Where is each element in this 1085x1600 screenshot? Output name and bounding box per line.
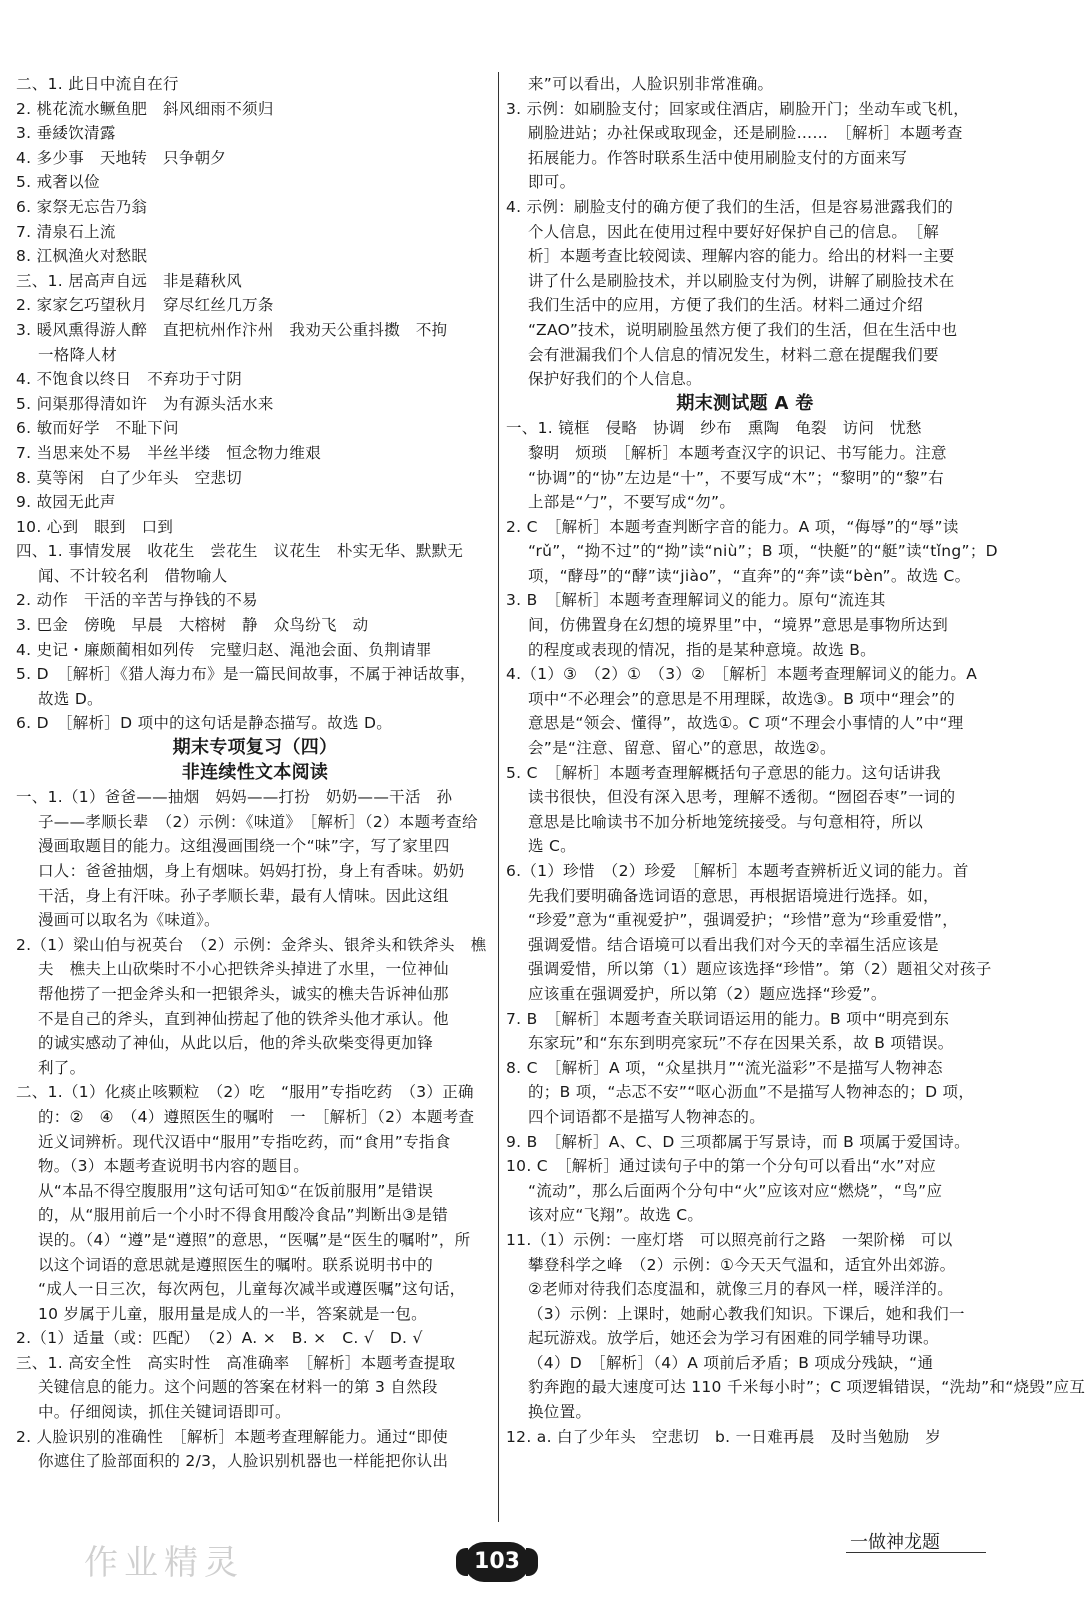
answer-line: 拓展能力。作答时联系生活中使用刷脸支付的方面来写 bbox=[528, 148, 908, 167]
answer-line: 8. C ［解析］A 项，“众星拱月”“流光溢彩”不是描写人物神态 bbox=[506, 1058, 943, 1077]
answer-line: 3. B ［解析］本题考查理解词义的能力。原句“流连其 bbox=[506, 591, 886, 610]
answer-line: 夫 樵夫上山砍柴时不小心把铁斧头掉进了水里，一位神仙 bbox=[38, 960, 449, 979]
answer-line: 的：② ④ （4）遵照医生的嘱咐 一 ［解析］（2）本题考查 bbox=[38, 1107, 475, 1126]
answer-line: 会有泄漏我们个人信息的情况发生，材料二意在提醒我们要 bbox=[528, 345, 939, 364]
answer-line: 7. 当思来处不易 半丝半缕 恒念物力维艰 bbox=[16, 443, 322, 462]
answer-line: 意思是比喻读书不加分析地笼统接受。与句意相符，所以 bbox=[528, 812, 924, 831]
answer-line: 应该重在强调爱护，所以第（2）题应选择“珍爱”。 bbox=[528, 984, 887, 1003]
answer-line: 2. 人脸识别的准确性 ［解析］本题考查理解能力。通过“即使 bbox=[16, 1427, 448, 1446]
answer-line: 二、1.（1）化痰止咳颗粒 （2）吃 “服用”专指吃药 （3）正确 bbox=[16, 1083, 474, 1102]
answer-line: 一、1. 镜框 侵略 协调 纱布 熏陶 龟裂 访问 忧愁 bbox=[506, 419, 922, 438]
answer-line: 5. 问渠那得清如许 为有源头活水来 bbox=[16, 394, 274, 413]
answer-line: 漫画可以取名为《味道》。 bbox=[38, 911, 220, 930]
answer-line: 利了。 bbox=[38, 1058, 86, 1077]
answer-line: 换位置。 bbox=[528, 1403, 592, 1422]
answer-line: 项，“酵母”的“酵”读“jiào”，“直奔”的“奔”读“bèn”。故选 C。 bbox=[528, 566, 971, 585]
answer-line: 闻、不计较名利 借物喻人 bbox=[38, 566, 228, 585]
answer-line: 3. 示例：如刷脸支付；回家或住酒店，刷脸开门；坐动车或飞机， bbox=[506, 99, 970, 118]
answer-line: “协调”的“协”左边是“十”，不要写成“木”；“黎明”的“黎”右 bbox=[528, 468, 944, 487]
answer-line: 析］本题考查比较阅读、理解内容的能力。给出的材料一主要 bbox=[528, 247, 955, 266]
answer-line: 读书很快，但没有深入思考，理解不透彻。“囫囵吞枣”一词的 bbox=[528, 788, 956, 807]
answer-line: 四、1. 事情发展 收花生 尝花生 议花生 朴实无华、默默无 bbox=[16, 542, 464, 561]
answer-line: 三、1. 高安全性 高实时性 高准确率 ［解析］本题考查提取 bbox=[16, 1353, 456, 1372]
answer-line: 3. 暖风熏得游人醉 直把杭州作汴州 我劝天公重抖擞 不拘 bbox=[16, 320, 448, 339]
answer-line: 3. 垂緌饮清露 bbox=[16, 124, 116, 143]
answer-line: 5. 戒奢以俭 bbox=[16, 173, 100, 192]
answer-line: 12. a. 白了少年头 空悲切 b. 一日难再晨 及时当勉励 岁 bbox=[506, 1427, 942, 1446]
right-column bbox=[506, 72, 1085, 1449]
answer-line: 中。仔细阅读，抓住关键词语即可。 bbox=[38, 1403, 291, 1422]
answer-line: 黎明 烦琐 ［解析］本题考查汉字的识记、书写能力。注意 bbox=[528, 443, 947, 462]
answer-line: 二、1. 此日中流自在行 bbox=[16, 75, 179, 93]
answer-line: 4. 多少事 天地转 只争朝夕 bbox=[16, 148, 227, 167]
answer-line: （3）示例：上课时，她耐心教我们知识。下课后，她和我们一 bbox=[528, 1304, 965, 1323]
answer-line: 3. 巴金 傍晚 早晨 大榕树 静 众鸟纷飞 动 bbox=[16, 616, 369, 635]
answer-line: 4.（1）③ （2）① （3）② ［解析］本题考查理解词义的能力。A bbox=[506, 665, 978, 684]
answer-line: 以这个词语的意思就是遵照医生的嘱咐。联系说明书中的 bbox=[38, 1255, 434, 1274]
answer-line: 6. 敏而好学 不耻下问 bbox=[16, 419, 179, 438]
answer-line: 从“本品不得空腹服用”这句话可知①“在饭前服用”是错误 bbox=[38, 1181, 434, 1200]
answer-line: 三、1. 居高声自远 非是藉秋风 bbox=[16, 271, 243, 290]
answer-line: 关键信息的能力。这个问题的答案在材料一的第 3 自然段 bbox=[38, 1378, 438, 1397]
answer-line: ②老师对待我们态度温和，就像三月的春风一样，暖洋洋的。 bbox=[528, 1280, 953, 1299]
answer-line: 的；B 项，“忐忑不安”“呕心沥血”不是描写人物神态的；D 项， bbox=[528, 1083, 975, 1102]
answer-line: 漫画取题目的能力。这组漫画围绕一个“味”字，写了家里四 bbox=[38, 837, 450, 856]
footer-watermark: 作业精灵 bbox=[84, 1543, 244, 1583]
answer-line: 近义词辨析。现代汉语中“服用”专指吃药，而“食用”专指食 bbox=[38, 1132, 451, 1151]
answer-line: 不是自己的斧头，直到神仙捞起了他的铁斧头他才承认。他 bbox=[38, 1009, 449, 1028]
answer-line: 强调爱惜。结合语境可以看出我们对今天的幸福生活应该是 bbox=[528, 935, 939, 954]
answer-line: 豹奔跑的最大速度可达 110 千米每小时”；C 项逻辑错误，“洗劫”和“烧毁”应互 bbox=[528, 1378, 1085, 1397]
answer-line: 会”是“注意、留意、留心”的意思，故选②。 bbox=[528, 739, 836, 758]
answer-line: 8. 江枫渔火对愁眠 bbox=[16, 247, 148, 266]
answer-line: 我们生活中的应用，方便了我们的生活。材料二通过介绍 bbox=[528, 296, 924, 315]
answer-line: 2. 动作 干活的辛苦与挣钱的不易 bbox=[16, 591, 258, 610]
answer-line: 2. 家家乞巧望秋月 穿尽红丝几万条 bbox=[16, 296, 274, 315]
answer-line: 口人：爸爸抽烟，身上有烟味。妈妈打扮，身上有香味。奶奶 bbox=[38, 862, 465, 880]
answer-line: 2. C ［解析］本题考查判断字音的能力。A 项，“侮辱”的“辱”读 bbox=[506, 517, 959, 536]
answer-line: 10 岁属于儿童，服用量是成人的一半，答案就是一包。 bbox=[38, 1304, 427, 1323]
answer-line: 7. 清泉石上流 bbox=[16, 222, 116, 241]
answer-line: 个人信息，因此在使用过程中要好好保护自己的信息。 ［解 bbox=[528, 222, 940, 241]
answer-line: 6. 家祭无忘告乃翁 bbox=[16, 197, 148, 216]
answer-line: 物。（3）本题考查说明书内容的题目。 bbox=[38, 1157, 310, 1176]
answer-line: 间，仿佛置身在幻想的境界里”中，“境界”意思是事物所达到 bbox=[528, 616, 948, 635]
answer-line: 5. C ［解析］本题考查理解概括句子意思的能力。这句话讲我 bbox=[506, 763, 941, 782]
answer-line: “珍爱”意为“重视爱护”，强调爱护；“珍惜”意为“珍重爱惜”， bbox=[528, 911, 959, 930]
answer-line: 子——孝顺长辈 （2）示例：《味道》 ［解析］（2）本题考查给 bbox=[38, 812, 478, 831]
footer-brand: 一做神龙题 bbox=[850, 1532, 940, 1553]
answer-line: 一、1.（1）爸爸——抽烟 妈妈——打扮 奶奶——干活 孙 bbox=[16, 788, 453, 807]
answer-line: 10. 心到 眼到 口到 bbox=[16, 517, 174, 536]
answer-line: 讲了什么是刷脸技术，并以刷脸支付为例，讲解了刷脸技术在 bbox=[528, 271, 955, 290]
answer-line: 6.（1）珍惜 （2）珍爱 ［解析］本题考查辨析近义词的能力。首 bbox=[506, 862, 969, 880]
answer-line: “rǔ”，“拗不过”的“拗”读“niù”；B 项，“快艇”的“艇”读“tǐng”；D bbox=[528, 542, 998, 561]
answer-line: 2.（1）梁山伯与祝英台 （2）示例：金斧头、银斧头和铁斧头 樵 bbox=[16, 935, 487, 954]
answer-line: 保护好我们的个人信息。 bbox=[528, 370, 702, 389]
section-heading: 期末专项复习（四） bbox=[172, 737, 338, 759]
answer-line: 攀登科学之峰 （2）示例：①今天天气温和，适宜外出郊游。 bbox=[528, 1255, 956, 1274]
section-heading: 期末测试题 A 卷 bbox=[676, 392, 814, 414]
answer-line: 一格降人材 bbox=[38, 345, 118, 364]
answer-line: 11.（1）示例：一座灯塔 可以照亮前行之路 一架阶梯 可以 bbox=[506, 1230, 953, 1249]
answer-line: 你遮住了脸部面积的 2/3，人脸识别机器也一样能把你认出 bbox=[38, 1452, 449, 1471]
answer-line: 的程度或表现的情况，指的是某种意境。故选 B。 bbox=[528, 640, 876, 659]
answer-line: 先我们要明确备选词语的意思，再根据语境进行选择。如， bbox=[528, 886, 939, 905]
answer-line: 10. C ［解析］通过读句子中的第一个分句可以看出“水”对应 bbox=[506, 1157, 937, 1176]
answer-line: 项中“不必理会”的意思是不用理睬，故选③。B 项中“理会”的 bbox=[528, 689, 956, 708]
answer-line: 4. 史记・廉颇蔺相如列传 完璧归赵、渑池会面、负荆请罪 bbox=[16, 640, 432, 659]
answer-line: 2. 桃花流水鳜鱼肥 斜风细雨不须归 bbox=[16, 99, 274, 118]
answer-line: 5. D ［解析］《猎人海力布》是一篇民间故事，不属于神话故事， bbox=[16, 665, 476, 684]
answer-line: 四个词语都不是描写人物神态的。 bbox=[528, 1107, 766, 1126]
answer-line: “流动”，那么后面两个分句中“火”应该对应“燃烧”，“鸟”应 bbox=[528, 1181, 943, 1200]
answer-line: 9. B ［解析］A、C、D 三项都属于写景诗，而 B 项属于爱国诗。 bbox=[506, 1132, 970, 1151]
answer-line: 4. 不饱食以终日 不弃功于寸阴 bbox=[16, 370, 243, 389]
column-divider bbox=[498, 72, 499, 1522]
answer-line: 该对应“飞翔”。故选 C。 bbox=[528, 1206, 704, 1225]
answer-line: 故选 D。 bbox=[38, 689, 103, 708]
answer-line: 意思是“领会、懂得”，故选①。C 项“不理会小事情的人”中“理 bbox=[528, 714, 964, 733]
answer-line: 上部是“勹”，不要写成“勿”。 bbox=[528, 493, 736, 512]
answer-line: 来”可以看出，人脸识别非常准确。 bbox=[528, 75, 774, 93]
answer-line: 东家玩”和“东东到明亮家玩”不存在因果关系，故 B 项错误。 bbox=[528, 1034, 954, 1053]
page-number: 103 bbox=[464, 1542, 530, 1582]
answer-line: 7. B ［解析］本题考查关联词语运用的能力。B 项中“明亮到东 bbox=[506, 1009, 950, 1028]
answer-line: 帮他捞了一把金斧头和一把银斧头，诚实的樵夫告诉神仙那 bbox=[38, 984, 449, 1003]
answer-line: 干活，身上有汗味。孙子孝顺长辈，最有人情味。因此这组 bbox=[38, 886, 449, 905]
section-heading: 非连续性文本阅读 bbox=[181, 761, 329, 783]
answer-line: 即可。 bbox=[528, 173, 576, 192]
answer-line: 2.（1）适量（或：匹配） （2）A. × B. × C. √ D. √ bbox=[16, 1329, 423, 1348]
answer-line: 刷脸进站；办社保或取现金，还是刷脸…… ［解析］本题考查 bbox=[528, 124, 963, 143]
left-column bbox=[16, 72, 494, 1474]
answer-line: 6. D ［解析］D 项中的这句话是静态描写。故选 D。 bbox=[16, 714, 393, 733]
answer-line: 选 C。 bbox=[528, 837, 576, 856]
answer-line: “ZAO”技术，说明刷脸虽然方便了我们的生活，但在生活中也 bbox=[528, 320, 958, 339]
answer-line: 8. 莫等闲 白了少年头 空悲切 bbox=[16, 468, 243, 487]
answer-line: 4. 示例：刷脸支付的确方便了我们的生活，但是容易泄露我们的 bbox=[506, 197, 954, 216]
answer-line: 的，从“服用前后一个小时不得食用酸冷食品”判断出③是错 bbox=[38, 1206, 449, 1225]
answer-line: “成人一日三次，每次两包，儿童每次减半或遵医嘱”这句话， bbox=[38, 1280, 466, 1299]
answer-line: 起玩游戏。放学后，她还会为学习有困难的同学辅导功课。 bbox=[528, 1329, 939, 1348]
answer-line: 的诚实感动了神仙，从此以后，他的斧头砍柴变得更加锋 bbox=[38, 1034, 434, 1053]
answer-line: 误的。（4）“遵”是“遵照”的意思，“医嘱”是“医生的嘱咐”，所 bbox=[38, 1230, 471, 1249]
answer-line: （4）D ［解析］（4）A 项前后矛盾；B 项成分残缺，“通 bbox=[528, 1353, 934, 1372]
answer-line: 9. 故园无此声 bbox=[16, 493, 116, 512]
answer-line: 强调爱惜，所以第（1）题应该选择“珍惜”。第（2）题祖父对孩子 bbox=[528, 960, 992, 979]
